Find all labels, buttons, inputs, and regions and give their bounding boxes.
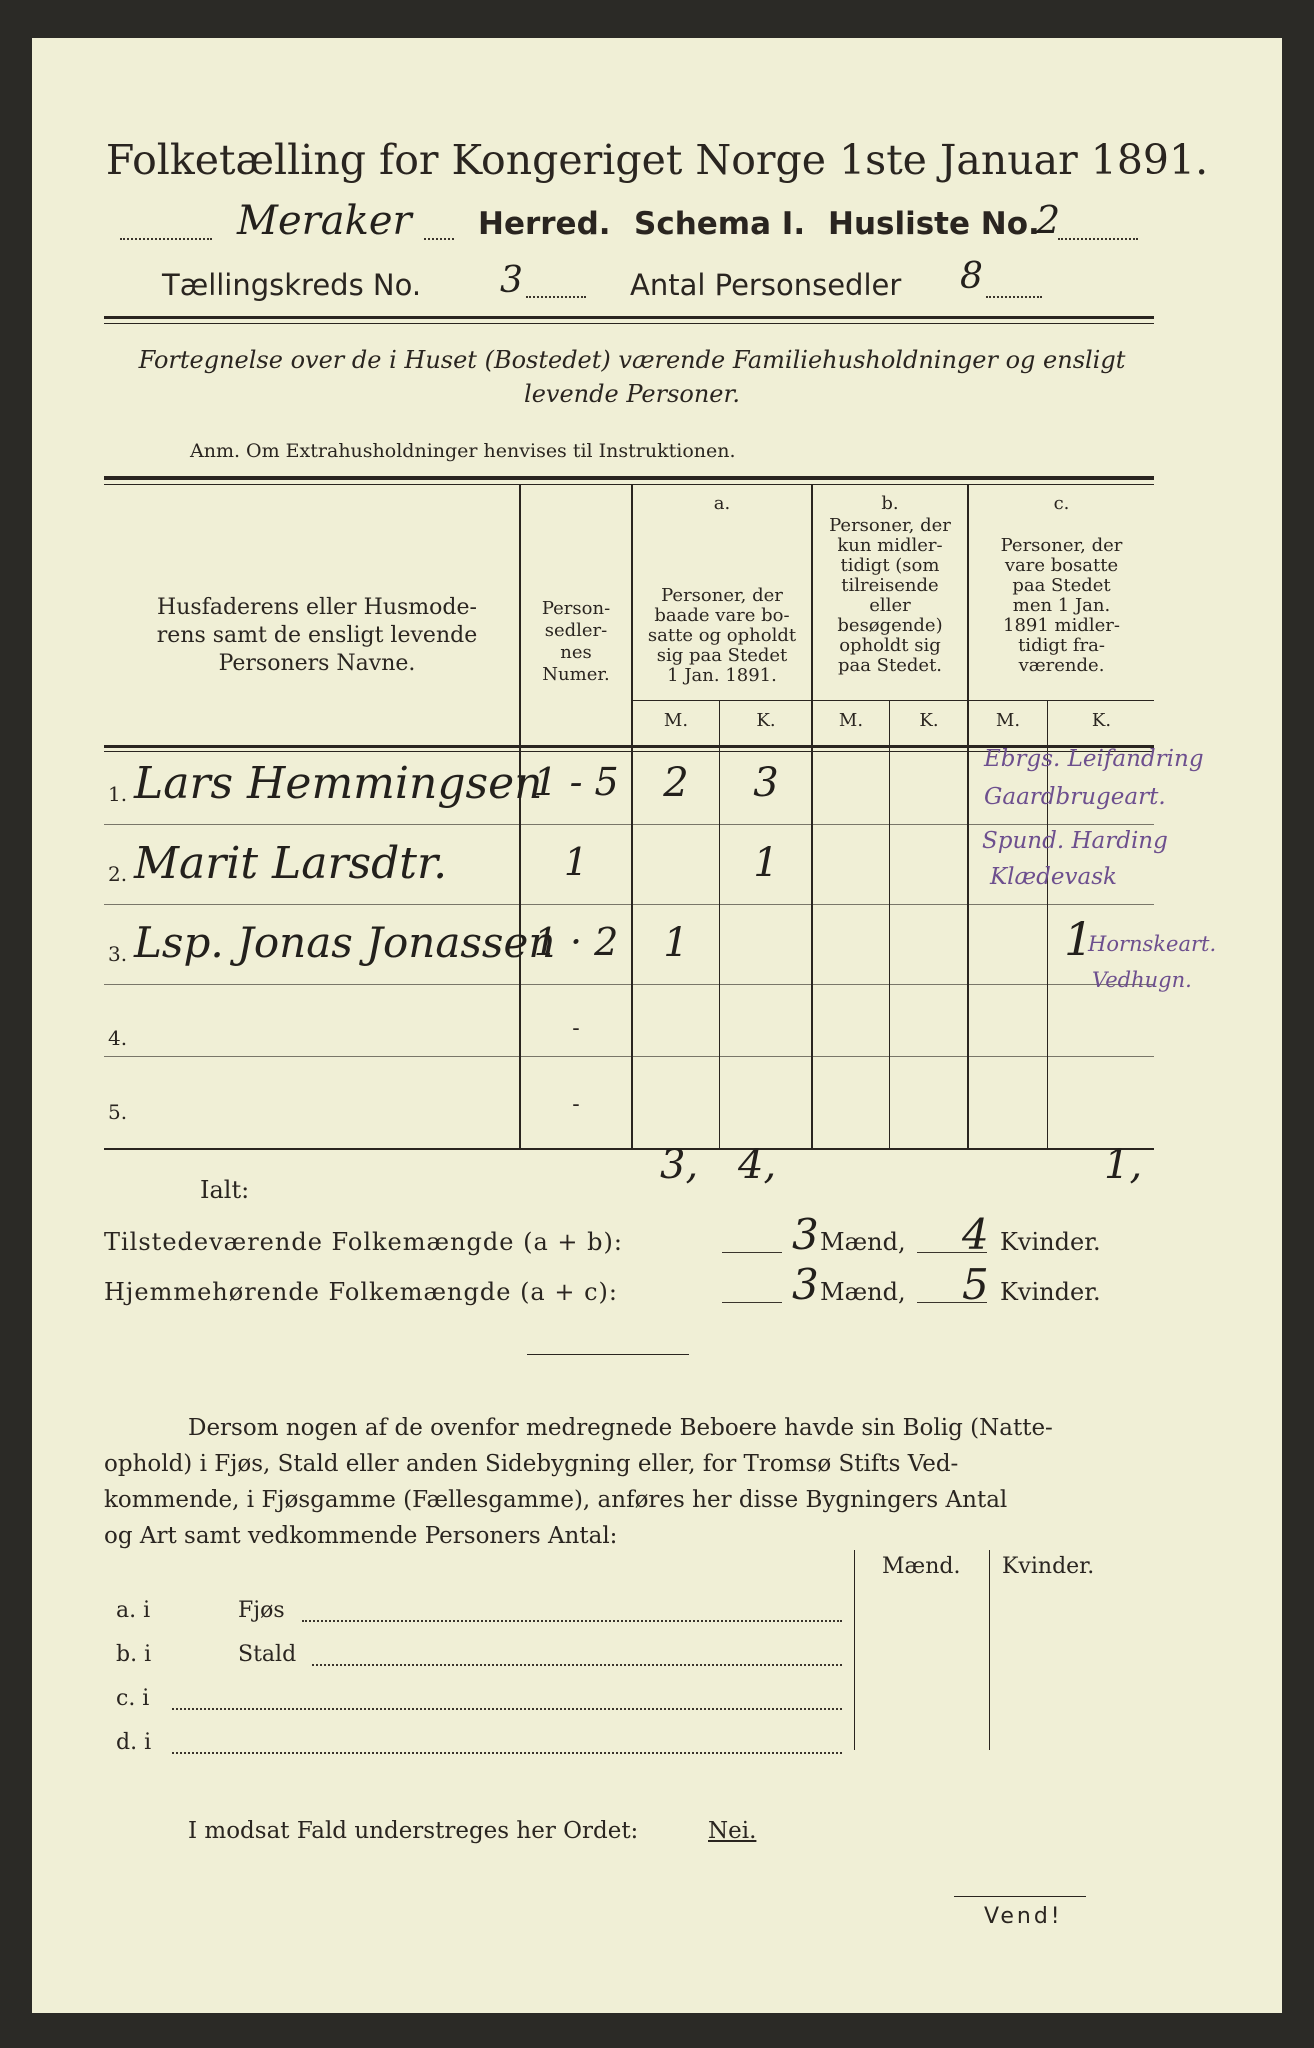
hjemme-maend: Mænd, bbox=[820, 1278, 906, 1306]
nei-prefix: I modsat Fald understreges her Ordet: bbox=[188, 1818, 639, 1844]
col-b-m: M. bbox=[838, 710, 864, 731]
item-c-letter: c. i bbox=[116, 1686, 150, 1711]
herred-label: Herred. bbox=[478, 206, 611, 242]
tilstede-label: Tilstedeværende Folkemængde (a + b): bbox=[104, 1228, 623, 1256]
row-2-num: 1 bbox=[563, 840, 589, 884]
col-b-header: Personer, der kun midler- tidigt (som tilreisende eller besøgende) opholdt sig paa Stedet. bbox=[829, 515, 951, 676]
anm-note: Anm. Om Extrahusholdninger henvises til Instruktionen. bbox=[190, 440, 736, 462]
totals-ak: 4, bbox=[738, 1142, 777, 1188]
row-3-ck: 1 bbox=[1064, 912, 1094, 966]
census-form-page bbox=[32, 38, 1282, 2013]
row-5-number: 5. bbox=[108, 1100, 128, 1124]
col-a-m: M. bbox=[663, 710, 689, 731]
col-c-header: Personer, der vare bosatte paa Stedet men 1 Jan. 1891 midler- tidigt fra- værende. bbox=[1000, 535, 1123, 676]
row-1-name: Lars Hemmingsen bbox=[134, 758, 543, 809]
item-a-letter: a. i bbox=[116, 1598, 151, 1623]
row-1-ak: 3 bbox=[753, 760, 779, 806]
herred-value: Meraker bbox=[237, 198, 412, 244]
hjemme-m: 3 bbox=[792, 1260, 819, 1309]
hjemme-label: Hjemmehørende Folkemængde (a + c): bbox=[104, 1278, 618, 1306]
col-name-header: Husfaderens eller Husmode- rens samt de ensligt levende Personers Navne. bbox=[156, 595, 478, 676]
row-2-note-2: Klædevask bbox=[990, 864, 1117, 890]
item-b-letter: b. i bbox=[116, 1642, 152, 1667]
row-3-number: 3. bbox=[108, 942, 128, 966]
vend-label: Vend! bbox=[984, 1904, 1063, 1929]
row-4-number: 4. bbox=[108, 1026, 128, 1050]
nei-word: Nei. bbox=[708, 1818, 757, 1844]
sidebygning-paragraph: Dersom nogen af de ovenfor medregnede Beboere havde sin Bolig (Natte- ophold) i Fjøs, Stald eller anden Sidebygning eller, for Tromsø Stifts Ved- kommende, i Fjøsgamme (Fællesgamme), anføres her disse Bygningers Antal og Art samt vedkommende Personers Antal: bbox=[104, 1415, 1053, 1549]
intro-line-2: levende Personer. bbox=[524, 380, 740, 408]
item-b-label: Stald bbox=[238, 1642, 297, 1667]
row-2-ak: 1 bbox=[753, 840, 779, 886]
kvinder-column-header: Kvinder. bbox=[1002, 1554, 1095, 1579]
row-2-name: Marit Larsdtr. bbox=[134, 838, 448, 889]
row-3-num: 1 · 2 bbox=[533, 920, 619, 964]
row-1-number: 1. bbox=[108, 782, 128, 806]
hjemme-k: 5 bbox=[962, 1260, 989, 1309]
row-1-note-1: Ebrgs. Leifandring bbox=[984, 746, 1204, 772]
row-1-num: 1 - 5 bbox=[533, 760, 619, 804]
row-5-num: - bbox=[572, 1092, 580, 1117]
col-a-letter: a. bbox=[713, 493, 731, 514]
maend-column-header: Mænd. bbox=[882, 1554, 961, 1579]
row-3-name: Lsp. Jonas Jonassen bbox=[134, 918, 556, 967]
tilstede-maend: Mænd, bbox=[820, 1228, 906, 1256]
col-b-letter: b. bbox=[881, 493, 899, 514]
antal-label: Antal Personsedler bbox=[630, 268, 902, 302]
kreds-value: 3 bbox=[500, 260, 523, 301]
row-2-number: 2. bbox=[108, 862, 128, 886]
item-a-label: Fjøs bbox=[238, 1598, 285, 1623]
item-d-letter: d. i bbox=[116, 1730, 152, 1755]
col-num-header: Person- sedler- nes Numer. bbox=[541, 598, 611, 685]
col-c-k: K. bbox=[1091, 710, 1112, 731]
antal-value: 8 bbox=[960, 256, 983, 297]
tilstede-kvinder: Kvinder. bbox=[1000, 1228, 1101, 1256]
kreds-label: Tællingskreds No. bbox=[162, 268, 422, 302]
hjemme-kvinder: Kvinder. bbox=[1000, 1278, 1101, 1306]
row-3-note-1: Hornskeart. bbox=[1088, 932, 1217, 956]
husliste-label: Husliste No. bbox=[828, 206, 1040, 242]
totals-am: 3, bbox=[660, 1142, 699, 1188]
tilstede-k: 4 bbox=[962, 1210, 989, 1259]
col-c-letter: c. bbox=[1053, 493, 1070, 514]
row-3-am: 1 bbox=[663, 920, 689, 966]
col-a-header: Personer, der baade vare bo- satte og opholdt sig paa Stedet 1 Jan. 1891. bbox=[647, 585, 797, 686]
schema-label: Schema I. bbox=[634, 206, 806, 242]
tilstede-m: 3 bbox=[792, 1210, 819, 1259]
totals-label: Ialt: bbox=[200, 1176, 250, 1204]
form-title: Folketælling for Kongeriget Norge 1ste Januar 1891. bbox=[105, 136, 1209, 184]
intro-line-1: Fortegnelse over de i Huset (Bostedet) værende Familiehusholdninger og ensligt bbox=[138, 346, 1126, 374]
col-a-k: K. bbox=[756, 710, 776, 731]
totals-ck: 1, bbox=[1104, 1142, 1143, 1188]
col-c-m: M. bbox=[995, 710, 1021, 731]
row-3-note-2: Vedhugn. bbox=[1092, 968, 1192, 992]
row-4-num: - bbox=[572, 1016, 580, 1041]
husliste-value: 2 bbox=[1036, 198, 1061, 242]
col-b-k: K. bbox=[919, 710, 939, 731]
row-2-note-1: Spund. Harding bbox=[982, 828, 1168, 854]
row-1-note-2: Gaardbrugeart. bbox=[984, 784, 1166, 810]
row-1-am: 2 bbox=[663, 760, 689, 806]
